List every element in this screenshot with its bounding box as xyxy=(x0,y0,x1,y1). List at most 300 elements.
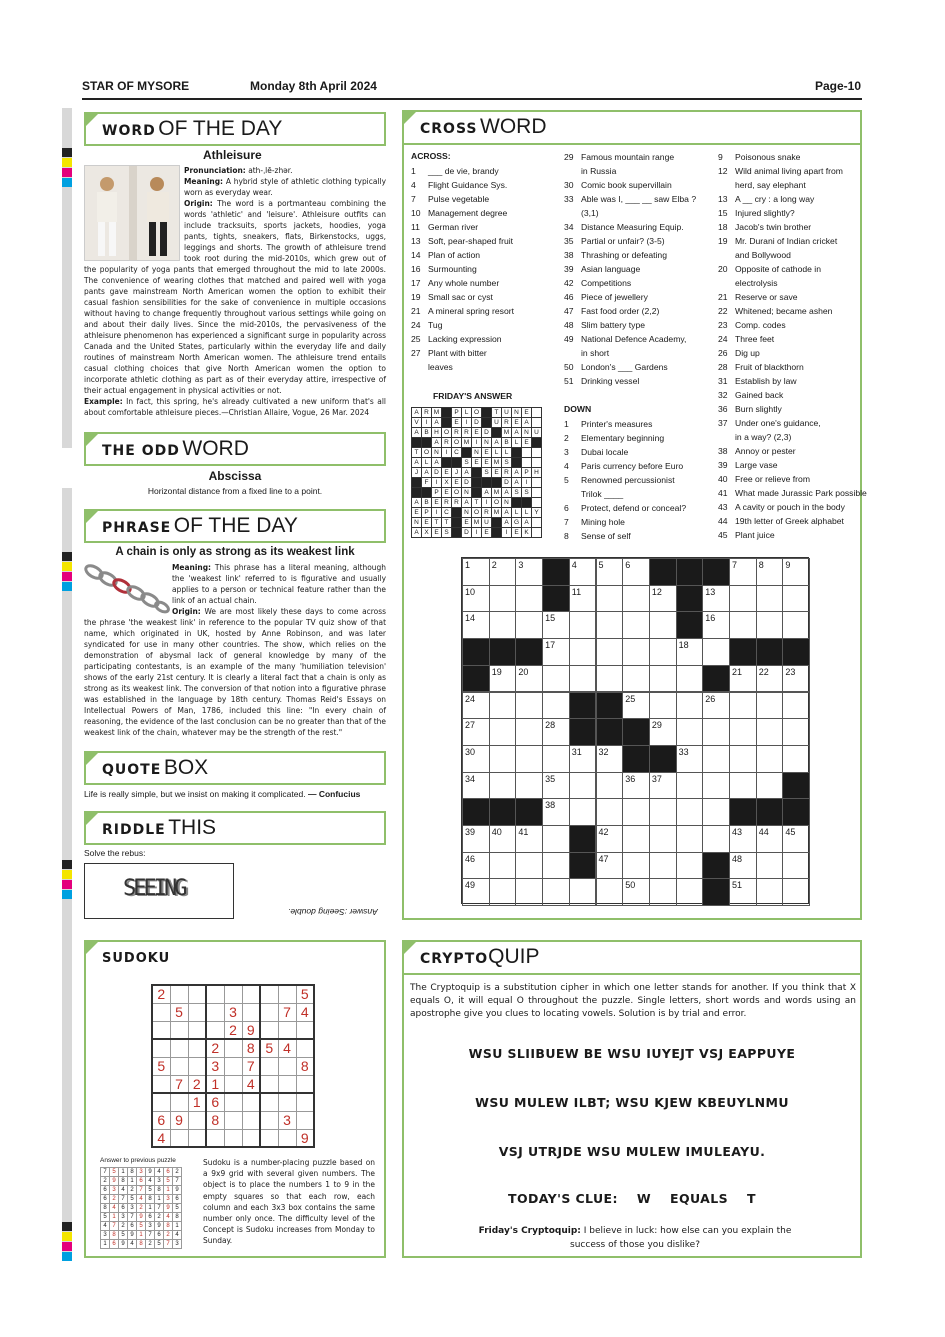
sudoku-cell[interactable] xyxy=(278,1075,296,1093)
sudoku-prev-cell: 4 xyxy=(155,1168,164,1177)
todays-clue: TODAY'S CLUE: W EQUALS T xyxy=(508,1191,756,1206)
sudoku-cell[interactable] xyxy=(170,1057,188,1075)
crossword-cell[interactable] xyxy=(489,585,517,613)
crossword-cell[interactable]: 17 xyxy=(542,638,570,666)
black-square xyxy=(702,665,730,693)
crossword-cell[interactable] xyxy=(515,718,543,746)
crossword-cell[interactable]: 27 xyxy=(462,718,490,746)
clue: 34 Distance Measuring Equip. xyxy=(564,222,684,232)
crossword-cell[interactable] xyxy=(729,692,757,720)
answer-cell: E xyxy=(442,488,452,498)
sudoku-cell[interactable] xyxy=(170,1129,188,1147)
crossword-cell[interactable] xyxy=(756,878,784,906)
answer-cell: H xyxy=(532,468,542,478)
crossword-grid[interactable] xyxy=(461,557,809,904)
sudoku-cell[interactable] xyxy=(278,1129,296,1147)
crossword-cell[interactable] xyxy=(782,878,810,906)
crossword-cell[interactable]: 20 xyxy=(515,665,543,693)
crossword-cell[interactable] xyxy=(622,611,650,639)
clue: 41 What made Jurassic Park possible xyxy=(718,488,867,498)
sudoku-cell[interactable] xyxy=(170,985,188,1003)
crossword-cell[interactable] xyxy=(569,878,597,906)
friday-cryptoquip: Friday's Cryptoquip: I believe in luck: how else can you explain the success of those you dislike? xyxy=(478,1226,792,1250)
sudoku-prev-cell: 2 xyxy=(155,1213,164,1222)
crossword-cell[interactable] xyxy=(649,611,677,639)
crossword-cell[interactable]: 12 xyxy=(649,585,677,613)
crossword-cell[interactable]: 26 xyxy=(702,692,730,720)
answer-black-square xyxy=(412,488,422,498)
cryptoquip-box: CRYPTOQUIP xyxy=(402,940,862,1258)
sudoku-cell[interactable] xyxy=(206,1129,224,1147)
answer-black-square xyxy=(422,438,432,448)
answer-cell: O xyxy=(472,508,482,518)
clue-continuation: herd, say elephant xyxy=(735,180,806,190)
sudoku-cell[interactable] xyxy=(260,1057,278,1075)
crossword-cell[interactable] xyxy=(515,745,543,773)
answer-cell: E xyxy=(482,528,492,538)
answer-cell: M xyxy=(432,408,442,418)
sudoku-prev-cell: 5 xyxy=(164,1177,173,1186)
crossword-cell[interactable] xyxy=(622,825,650,853)
crossword-cell[interactable] xyxy=(702,825,730,853)
answer-cell: O xyxy=(422,448,432,458)
black-square xyxy=(782,798,810,826)
sudoku-cell[interactable] xyxy=(296,1021,314,1039)
sudoku-cell[interactable] xyxy=(278,1093,296,1111)
sudoku-grid[interactable] xyxy=(151,984,315,1148)
answer-cell: S xyxy=(442,528,452,538)
crossword-cell[interactable]: 29 xyxy=(649,718,677,746)
answer-cell: R xyxy=(462,428,472,438)
answer-black-square xyxy=(442,418,452,428)
sudoku-cell[interactable] xyxy=(260,1129,278,1147)
sudoku-cell[interactable] xyxy=(278,985,296,1003)
crossword-cell[interactable]: 10 xyxy=(462,585,490,613)
crossword-cell[interactable] xyxy=(702,638,730,666)
sudoku-cell[interactable] xyxy=(224,1057,242,1075)
sudoku-cell[interactable] xyxy=(206,1021,224,1039)
crossword-cell[interactable] xyxy=(515,585,543,613)
answer-black-square xyxy=(482,408,492,418)
sudoku-prev-cell: 2 xyxy=(173,1168,182,1177)
answer-cell: I xyxy=(462,418,472,428)
across-clues-a xyxy=(411,164,514,374)
crossword-cell[interactable] xyxy=(622,638,650,666)
crossword-cell[interactable]: 35 xyxy=(542,772,570,800)
crossword-cell[interactable] xyxy=(622,852,650,880)
answer-black-square xyxy=(522,498,532,508)
crossword-cell[interactable] xyxy=(515,878,543,906)
sudoku-cell[interactable] xyxy=(170,1093,188,1111)
answer-cell: L xyxy=(422,458,432,468)
crossword-cell[interactable]: 15 xyxy=(542,611,570,639)
crossword-cell[interactable]: 33 xyxy=(676,745,704,773)
crossword-cell[interactable]: 4 xyxy=(569,558,597,586)
sudoku-cell[interactable] xyxy=(242,1003,260,1021)
crossword-cell[interactable]: 32 xyxy=(596,745,624,773)
answer-black-square xyxy=(412,438,422,448)
crossword-cell[interactable] xyxy=(596,638,624,666)
sudoku-cell: 4 xyxy=(278,1039,296,1057)
crossword-cell[interactable]: 1 xyxy=(462,558,490,586)
crossword-cell[interactable] xyxy=(756,852,784,880)
crossword-cell[interactable] xyxy=(702,798,730,826)
crossword-cell[interactable] xyxy=(542,852,570,880)
answer-cell: T xyxy=(432,518,442,528)
answer-cell: A xyxy=(522,518,532,528)
crossword-box: CROSS WORD xyxy=(402,110,862,920)
sudoku-cell: 2 xyxy=(188,1075,206,1093)
crossword-cell[interactable] xyxy=(596,585,624,613)
answer-cell: M xyxy=(492,458,502,468)
crossword-cell[interactable] xyxy=(542,665,570,693)
crossword-cell[interactable]: 18 xyxy=(676,638,704,666)
crossword-cell[interactable]: 9 xyxy=(782,558,810,586)
clue: 50 London's ___ Gardens xyxy=(564,362,668,372)
clue: 13 Soft, pear-shaped fruit xyxy=(411,236,514,246)
crossword-cell[interactable]: 49 xyxy=(462,878,490,906)
crossword-cell[interactable] xyxy=(676,692,704,720)
crossword-cell[interactable]: 50 xyxy=(622,878,650,906)
word-of-day-banner: WORD OF THE DAY xyxy=(84,112,386,146)
crossword-cell[interactable]: 13 xyxy=(702,585,730,613)
crossword-cell[interactable] xyxy=(702,718,730,746)
sudoku-cell: 7 xyxy=(242,1057,260,1075)
crossword-cell[interactable]: 36 xyxy=(622,772,650,800)
sudoku-cell[interactable] xyxy=(296,1075,314,1093)
sudoku-prev-cell: 8 xyxy=(164,1222,173,1231)
sudoku-prev-cell: 5 xyxy=(146,1186,155,1195)
crossword-cell[interactable]: 16 xyxy=(702,611,730,639)
answer-cell: R xyxy=(422,408,432,418)
crossword-cell[interactable] xyxy=(542,692,570,720)
clue-continuation: leaves xyxy=(428,362,453,372)
sudoku-prev-cell: 3 xyxy=(110,1186,119,1195)
answer-cell: T xyxy=(412,448,422,458)
answer-cell: E xyxy=(432,498,442,508)
crossword-cell[interactable]: 46 xyxy=(462,852,490,880)
crossword-cell[interactable] xyxy=(702,772,730,800)
sudoku-prev-cell: 7 xyxy=(128,1213,137,1222)
crossword-cell[interactable] xyxy=(676,772,704,800)
sudoku-cell[interactable] xyxy=(242,1111,260,1129)
crossword-cell[interactable]: 38 xyxy=(542,798,570,826)
crossword-cell[interactable] xyxy=(489,772,517,800)
sudoku-prev-cell: 5 xyxy=(101,1213,110,1222)
sudoku-cell[interactable] xyxy=(188,1003,206,1021)
black-square xyxy=(489,798,517,826)
crossword-cell[interactable] xyxy=(782,585,810,613)
crossword-cell[interactable] xyxy=(569,638,597,666)
sudoku-prev-cell: 1 xyxy=(119,1168,128,1177)
crossword-cell[interactable] xyxy=(489,718,517,746)
sudoku-cell[interactable] xyxy=(206,1003,224,1021)
answer-black-square xyxy=(462,448,472,458)
answer-black-square xyxy=(442,408,452,418)
crossword-cell[interactable] xyxy=(542,878,570,906)
sudoku-cell[interactable] xyxy=(224,1093,242,1111)
crossword-cell[interactable]: 8 xyxy=(756,558,784,586)
sudoku-cell[interactable] xyxy=(260,1003,278,1021)
crossword-cell[interactable] xyxy=(569,798,597,826)
crossword-cell[interactable] xyxy=(756,718,784,746)
crossword-cell[interactable]: 48 xyxy=(729,852,757,880)
crossword-cell[interactable] xyxy=(649,798,677,826)
clue: 24 Tug xyxy=(411,320,443,330)
sudoku-cell[interactable] xyxy=(224,1075,242,1093)
answer-cell: E xyxy=(482,458,492,468)
crossword-cell[interactable] xyxy=(782,611,810,639)
answer-black-square xyxy=(412,478,422,488)
crossword-cell[interactable] xyxy=(649,638,677,666)
crossword-cell[interactable] xyxy=(489,878,517,906)
sudoku-cell[interactable] xyxy=(206,985,224,1003)
sudoku-cell[interactable] xyxy=(224,1111,242,1129)
crossword-cell[interactable] xyxy=(515,772,543,800)
crossword-cell[interactable]: 37 xyxy=(649,772,677,800)
sudoku-cell[interactable] xyxy=(296,1111,314,1129)
answer-cell xyxy=(522,458,532,468)
crossword-cell[interactable] xyxy=(729,772,757,800)
crossword-cell[interactable]: 47 xyxy=(596,852,624,880)
crossword-cell[interactable] xyxy=(622,798,650,826)
crossword-cell[interactable]: 5 xyxy=(596,558,624,586)
sudoku-cell[interactable] xyxy=(152,1003,170,1021)
crossword-cell[interactable] xyxy=(782,745,810,773)
crossword-cell[interactable] xyxy=(782,718,810,746)
sudoku-cell[interactable] xyxy=(152,1075,170,1093)
sudoku-cell[interactable] xyxy=(242,1129,260,1147)
clue: 1 ___ de vie, brandy xyxy=(411,166,499,176)
crossword-cell[interactable] xyxy=(756,611,784,639)
crossword-cell[interactable] xyxy=(756,772,784,800)
sudoku-cell[interactable] xyxy=(188,1111,206,1129)
crossword-cell[interactable] xyxy=(756,585,784,613)
sudoku-prev-grid xyxy=(100,1167,182,1249)
sudoku-cell[interactable] xyxy=(278,1021,296,1039)
crossword-cell[interactable] xyxy=(729,745,757,773)
crossword-cell[interactable] xyxy=(489,745,517,773)
answer-cell: A xyxy=(482,488,492,498)
sudoku-cell[interactable] xyxy=(188,1129,206,1147)
crossword-cell[interactable]: 14 xyxy=(462,611,490,639)
answer-cell: A xyxy=(462,468,472,478)
crossword-cell[interactable] xyxy=(515,692,543,720)
clue-continuation: electrolysis xyxy=(735,278,778,288)
crossword-cell[interactable] xyxy=(515,852,543,880)
crossword-cell[interactable]: 24 xyxy=(462,692,490,720)
sudoku-cell: 4 xyxy=(242,1075,260,1093)
crossword-cell[interactable] xyxy=(569,611,597,639)
crossword-cell[interactable]: 28 xyxy=(542,718,570,746)
sudoku-cell[interactable] xyxy=(296,1039,314,1057)
answer-cell: P xyxy=(432,488,442,498)
crossword-cell[interactable]: 11 xyxy=(569,585,597,613)
crossword-cell[interactable] xyxy=(729,585,757,613)
crossword-cell[interactable]: 23 xyxy=(782,665,810,693)
sudoku-cell[interactable] xyxy=(224,1129,242,1147)
crossword-cell[interactable] xyxy=(515,611,543,639)
crossword-cell[interactable] xyxy=(596,798,624,826)
crossword-cell[interactable]: 25 xyxy=(622,692,650,720)
sudoku-cell[interactable] xyxy=(188,1021,206,1039)
clue-continuation: in a way? (2,3) xyxy=(735,432,792,442)
crossword-cell[interactable] xyxy=(489,852,517,880)
answer-cell: N xyxy=(472,448,482,458)
sudoku-cell[interactable] xyxy=(260,1111,278,1129)
crossword-cell[interactable]: 34 xyxy=(462,772,490,800)
crossword-cell[interactable]: 3 xyxy=(515,558,543,586)
friday-answer-grid xyxy=(411,407,542,538)
clue: 14 Plan of action xyxy=(411,250,481,260)
sudoku-prev-cell: 9 xyxy=(110,1177,119,1186)
crossword-cell[interactable]: 42 xyxy=(596,825,624,853)
sudoku-prev-cell: 4 xyxy=(137,1195,146,1204)
crossword-cell[interactable]: 21 xyxy=(729,665,757,693)
crossword-cell[interactable] xyxy=(649,825,677,853)
answer-cell: Y xyxy=(532,508,542,518)
crossword-cell[interactable]: 45 xyxy=(782,825,810,853)
cipher-line-3: VSJ UTRJDE WSU MULEW IMULEAYU. xyxy=(498,1144,766,1159)
crossword-cell[interactable]: 30 xyxy=(462,745,490,773)
sudoku-cell[interactable] xyxy=(278,1057,296,1075)
crossword-cell[interactable] xyxy=(676,665,704,693)
answer-cell: R xyxy=(452,498,462,508)
odd-word-banner: THE ODD WORD xyxy=(84,432,386,466)
crossword-cell[interactable] xyxy=(676,852,704,880)
crossword-cell[interactable]: 22 xyxy=(756,665,784,693)
sudoku-cell[interactable] xyxy=(188,985,206,1003)
answer-cell: V xyxy=(412,418,422,428)
crossword-cell[interactable]: 2 xyxy=(489,558,517,586)
answer-cell: L xyxy=(502,448,512,458)
clue: 3 Dubai locale xyxy=(564,447,629,457)
crossword-cell[interactable]: 31 xyxy=(569,745,597,773)
crossword-cell[interactable] xyxy=(729,718,757,746)
clue: 9 Poisonous snake xyxy=(718,152,801,162)
sudoku-cell[interactable] xyxy=(260,1021,278,1039)
sudoku-prev-cell: 6 xyxy=(101,1195,110,1204)
sudoku-cell[interactable] xyxy=(260,1093,278,1111)
crossword-cell[interactable]: 51 xyxy=(729,878,757,906)
crossword-cell[interactable] xyxy=(676,825,704,853)
black-square xyxy=(489,638,517,666)
crossword-cell[interactable] xyxy=(782,852,810,880)
sudoku-prev-cell: 5 xyxy=(119,1231,128,1240)
crossword-cell[interactable]: 40 xyxy=(489,825,517,853)
clue-continuation: in short xyxy=(581,348,610,358)
crossword-cell[interactable]: 19 xyxy=(489,665,517,693)
sudoku-cell[interactable] xyxy=(242,985,260,1003)
crossword-cell[interactable] xyxy=(489,692,517,720)
answer-cell: I xyxy=(522,478,532,488)
crossword-cell[interactable] xyxy=(596,665,624,693)
crossword-cell[interactable] xyxy=(756,692,784,720)
crossword-cell[interactable] xyxy=(569,665,597,693)
crossword-cell[interactable]: 6 xyxy=(622,558,650,586)
crossword-cell[interactable] xyxy=(542,825,570,853)
sudoku-cell[interactable] xyxy=(188,1057,206,1075)
crossword-cell[interactable] xyxy=(702,745,730,773)
crossword-cell[interactable]: 7 xyxy=(729,558,757,586)
answer-black-square xyxy=(472,488,482,498)
sudoku-cell[interactable] xyxy=(260,1075,278,1093)
riddle-answer: Answer :Seeing double. xyxy=(288,907,378,917)
sudoku-cell[interactable] xyxy=(188,1039,206,1057)
phrase-body: Meaning: This phrase has a literal meaning, although the 'weakest link' referred to is figurative and usually applies to a person or technical feature rather than the link of an actual chain. Origin: We are most likely these days to come across the phrase 'the weakest link' in reference to the popular TV quiz show of that name, which originated in UK, hosted by Anne Robinson, and was later syndicated for use in many other countries. The show, which relies on the demonstration of abysmal lack of general knowledge by many of the participating contestants, is an example of the many 'humiliation television' shows of the early 21st century. It is clearly a literal fact that a chain is only as strong as its weakest link. The conversion of that notion into a figurative phrase was established in the language by 18th century. Thomas Reid's Essays on Intellectual Powers of Man, 1786, included this line: "In every chain of reasoning, the evidence of the last conclusion can be no greater than that of the weakest link of the chain, whatever may be the strength of the rest." xyxy=(84,562,386,737)
answer-cell: A xyxy=(412,458,422,468)
sudoku-prev-cell: 1 xyxy=(164,1186,173,1195)
crossword-cell[interactable]: 39 xyxy=(462,825,490,853)
sudoku-cell[interactable] xyxy=(224,985,242,1003)
sudoku-cell[interactable] xyxy=(152,1039,170,1057)
sudoku-prev-cell: 6 xyxy=(173,1195,182,1204)
crossword-cell[interactable] xyxy=(676,798,704,826)
crossword-cell[interactable] xyxy=(676,718,704,746)
crossword-cell[interactable] xyxy=(649,852,677,880)
crossword-cell[interactable]: 43 xyxy=(729,825,757,853)
crossword-cell[interactable]: 41 xyxy=(515,825,543,853)
clue: 49 National Defence Academy, xyxy=(564,334,687,344)
answer-cell: E xyxy=(452,478,462,488)
crossword-cell[interactable] xyxy=(569,772,597,800)
sudoku-cell[interactable] xyxy=(242,1093,260,1111)
sudoku-prev-cell: 5 xyxy=(155,1240,164,1249)
crossword-cell[interactable]: 44 xyxy=(756,825,784,853)
sudoku-cell[interactable] xyxy=(296,1093,314,1111)
crossword-cell[interactable] xyxy=(489,611,517,639)
sudoku-cell[interactable] xyxy=(170,1021,188,1039)
crossword-cell[interactable] xyxy=(649,665,677,693)
clue: 40 Free or relieve from xyxy=(718,474,810,484)
answer-cell: B xyxy=(422,428,432,438)
answer-black-square xyxy=(512,458,522,468)
sudoku-cell[interactable] xyxy=(152,1021,170,1039)
sudoku-cell[interactable] xyxy=(224,1039,242,1057)
sudoku-cell: 3 xyxy=(278,1111,296,1129)
crossword-cell[interactable] xyxy=(622,585,650,613)
sudoku-cell[interactable] xyxy=(152,1093,170,1111)
sudoku-prev-cell: 2 xyxy=(110,1195,119,1204)
answer-cell: E xyxy=(522,438,532,448)
sudoku-cell[interactable] xyxy=(260,985,278,1003)
black-square xyxy=(702,558,730,586)
sudoku-prev-cell: 7 xyxy=(137,1186,146,1195)
sudoku-prev-cell: 6 xyxy=(164,1168,173,1177)
black-square xyxy=(676,558,704,586)
crossword-cell[interactable] xyxy=(622,665,650,693)
crossword-cell[interactable] xyxy=(649,878,677,906)
down-clues-c xyxy=(718,150,867,542)
crossword-cell[interactable] xyxy=(596,878,624,906)
sudoku-cell: 3 xyxy=(206,1057,224,1075)
answer-cell: E xyxy=(442,468,452,478)
answer-black-square xyxy=(452,518,462,528)
sudoku-cell[interactable] xyxy=(170,1039,188,1057)
answer-cell: A xyxy=(512,468,522,478)
crossword-cell[interactable] xyxy=(542,745,570,773)
crossword-cell[interactable] xyxy=(729,611,757,639)
sudoku-prev-label: Answer to previous puzzle xyxy=(100,1157,176,1164)
answer-cell: A xyxy=(412,408,422,418)
crossword-cell[interactable] xyxy=(596,611,624,639)
crossword-cell[interactable] xyxy=(756,745,784,773)
crossword-cell[interactable] xyxy=(596,772,624,800)
black-square xyxy=(782,638,810,666)
crossword-cell[interactable] xyxy=(649,692,677,720)
crossword-cell[interactable] xyxy=(782,692,810,720)
crossword-cell[interactable] xyxy=(676,878,704,906)
